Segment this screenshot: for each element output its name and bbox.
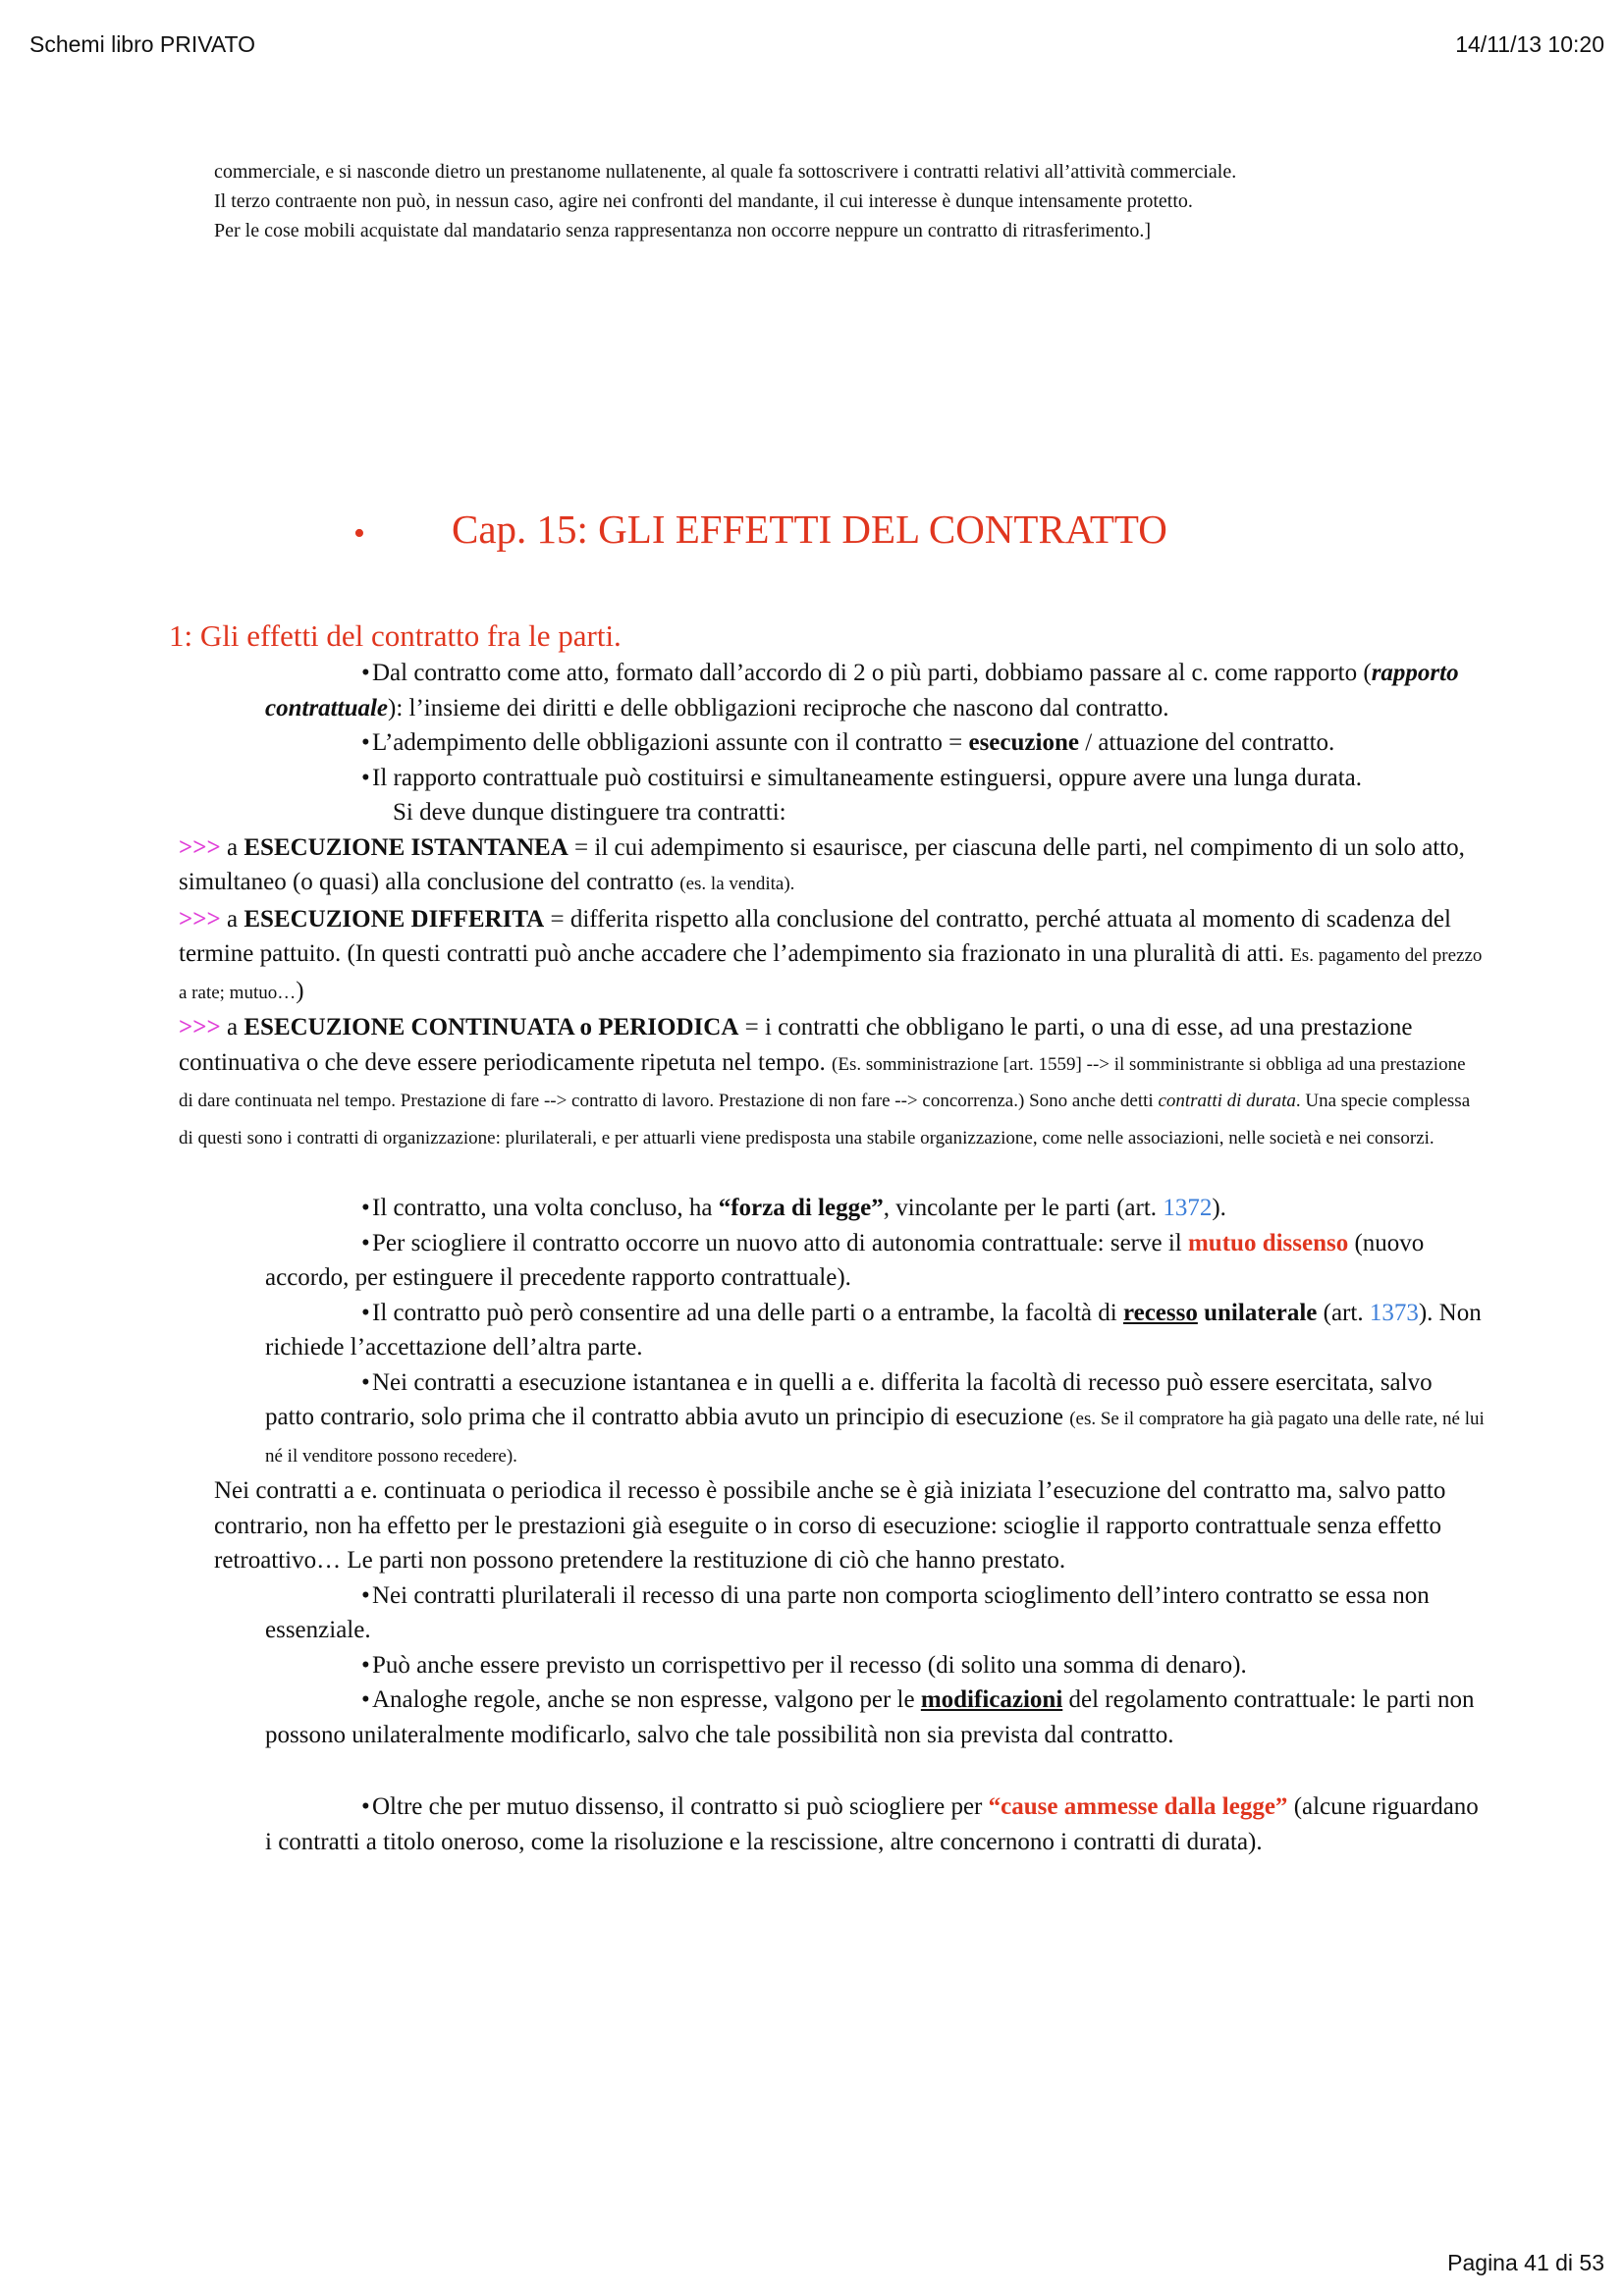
bullet-paragraph: •Nei contratti plurilaterali il recesso di una parte non comporta scioglimento dell’intero contratto se essa non essenziale. (265, 1581, 1430, 1643)
execution-type-deferred: >>> a ESECUZIONE DIFFERITA = differita rispetto alla conclusione del contratto, perché attuata al momento di scadenza del termine pattuito. (In questi contratti può anche accadere che l’adempimento sia frazionato in una pluralità di atti. Es. pagamento del prezzo a rate; mutuo…) (179, 905, 1483, 1004)
document-body (179, 656, 1485, 1859)
top-note-line: commerciale, e si nasconde dietro un prestanome nullatenente, al quale fa sottoscrivere i contratti relativi all’attività commerciale. (214, 161, 1237, 183)
top-note-line: Il terzo contraente non può, in nessun caso, agire nei confronti del mandante, il cui interesse è dunque intensamente protetto. (214, 190, 1193, 212)
chapter-title (353, 506, 1167, 553)
bullet-paragraph: •Oltre che per mutuo dissenso, il contratto si può sciogliere per “cause ammesse dalla legge” (alcune riguardano i contratti a titolo oneroso, come la risoluzione e la rescissione, altre concernono i contratti di durata). (265, 1793, 1479, 1855)
bullet-paragraph: •Nei contratti a esecuzione istantanea e in quelli a e. differita la facoltà di recesso può essere esercitata, salvo patto contrario, solo prima che il contratto abbia avuto un principio di esecuzione (es. Se il compratore ha già pagato una delle rate, né lui né il venditore possono recedere). (265, 1368, 1485, 1467)
page-number: Pagina 41 di 53 (1447, 2250, 1604, 2275)
bullet-paragraph: •Può anche essere previsto un corrispettivo per il recesso (di solito una somma di denaro). (361, 1651, 1247, 1679)
section-title: 1: Gli effetti del contratto fra le parti. (169, 618, 622, 653)
bullet-paragraph: •Analoghe regole, anche se non espresse, valgono per le modificazioni del regolamento contrattuale: le parti non possono unilateralmente modificarlo, salvo che tale possibilità non sia prevista dal contratto. (265, 1686, 1475, 1748)
bullet-paragraph: •Il contratto, una volta concluso, ha “forza di legge”, vincolante per le parti (art. 1372). (361, 1195, 1226, 1221)
chapter-title-text: Cap. 15: GLI EFFETTI DEL CONTRATTO (452, 507, 1167, 552)
bullet-paragraph: •Il contratto può però consentire ad una delle parti o a entrambe, la facoltà di recesso unilaterale (art. 1373). Non richiede l’accettazione dell’altra parte. (265, 1299, 1482, 1361)
paragraph: Nei contratti a e. continuata o periodica il recesso è possibile anche se è già iniziata l’esecuzione del contratto ma, salvo patto contrario, non ha effetto per le prestazioni già eseguite o in corso di esecuzione: scioglie il rapporto contrattuale senza effetto retroattivo… Le parti non possono pretendere la restituzione di ciò che hanno prestato. (214, 1477, 1446, 1574)
article-link[interactable]: 1373 (1369, 1299, 1419, 1326)
bullet-paragraph: •Per sciogliere il contratto occorre un nuovo atto di autonomia contrattuale: serve il mutuo dissenso (nuovo accordo, per estinguere il precedente rapporto contrattuale). (265, 1229, 1425, 1291)
arrow-marker: >>> (179, 905, 221, 933)
arrow-marker: >>> (179, 1014, 221, 1041)
top-note-line: Per le cose mobili acquistate dal mandatario senza rappresentanza non occorre neppure un contratto di ritrasferimento.] (214, 220, 1152, 241)
document-header-title: Schemi libro PRIVATO (29, 31, 256, 57)
document-header-datetime: 14/11/13 10:20 (1455, 31, 1604, 57)
chapter-bullet: • (353, 514, 365, 552)
article-link[interactable]: 1372 (1163, 1195, 1213, 1221)
execution-type-instant: >>> a ESECUZIONE ISTANTANEA = il cui adempimento si esaurisce, per ciascuna delle parti, nel compimento di un solo atto, simultaneo (o quasi) alla conclusione del contratto (es. la vendita). (179, 833, 1465, 895)
bullet-paragraph: •Il rapporto contrattuale può costituirsi e simultaneamente estinguersi, oppure avere una lunga durata.Si deve dunque distinguere tra contratti: (361, 764, 1362, 826)
top-note (214, 157, 1451, 245)
execution-type-continued: >>> a ESECUZIONE CONTINUATA o PERIODICA = i contratti che obbligano le parti, o una di esse, ad una prestazione continuativa o che deve essere periodicamente ripetuta nel tempo. (Es. somministrazione [art. 1559] --> il somministrante si obbliga ad una prestazione di dare continuata nel tempo. Prestazione di fare --> contratto di lavoro. Prestazione di non fare --> concorrenza.) Sono anche detti contratti di durata. Una specie complessa di questi sono i contratti di organizzazione: plurilaterali, e per attuarli viene predisposta una stabile organizzazione, come nelle associazioni, nelle società e nei consorzi. (179, 1014, 1471, 1148)
bullet-paragraph: •L’adempimento delle obbligazioni assunte con il contratto = esecuzione / attuazione del contratto. (361, 729, 1335, 756)
arrow-marker: >>> (179, 833, 221, 861)
bullet-paragraph: •Dal contratto come atto, formato dall’accordo di 2 o più parti, dobbiamo passare al c. come rapporto (rapporto contrattuale): l’insieme dei diritti e delle obbligazioni reciproche che nascono dal contratto. (265, 660, 1459, 721)
